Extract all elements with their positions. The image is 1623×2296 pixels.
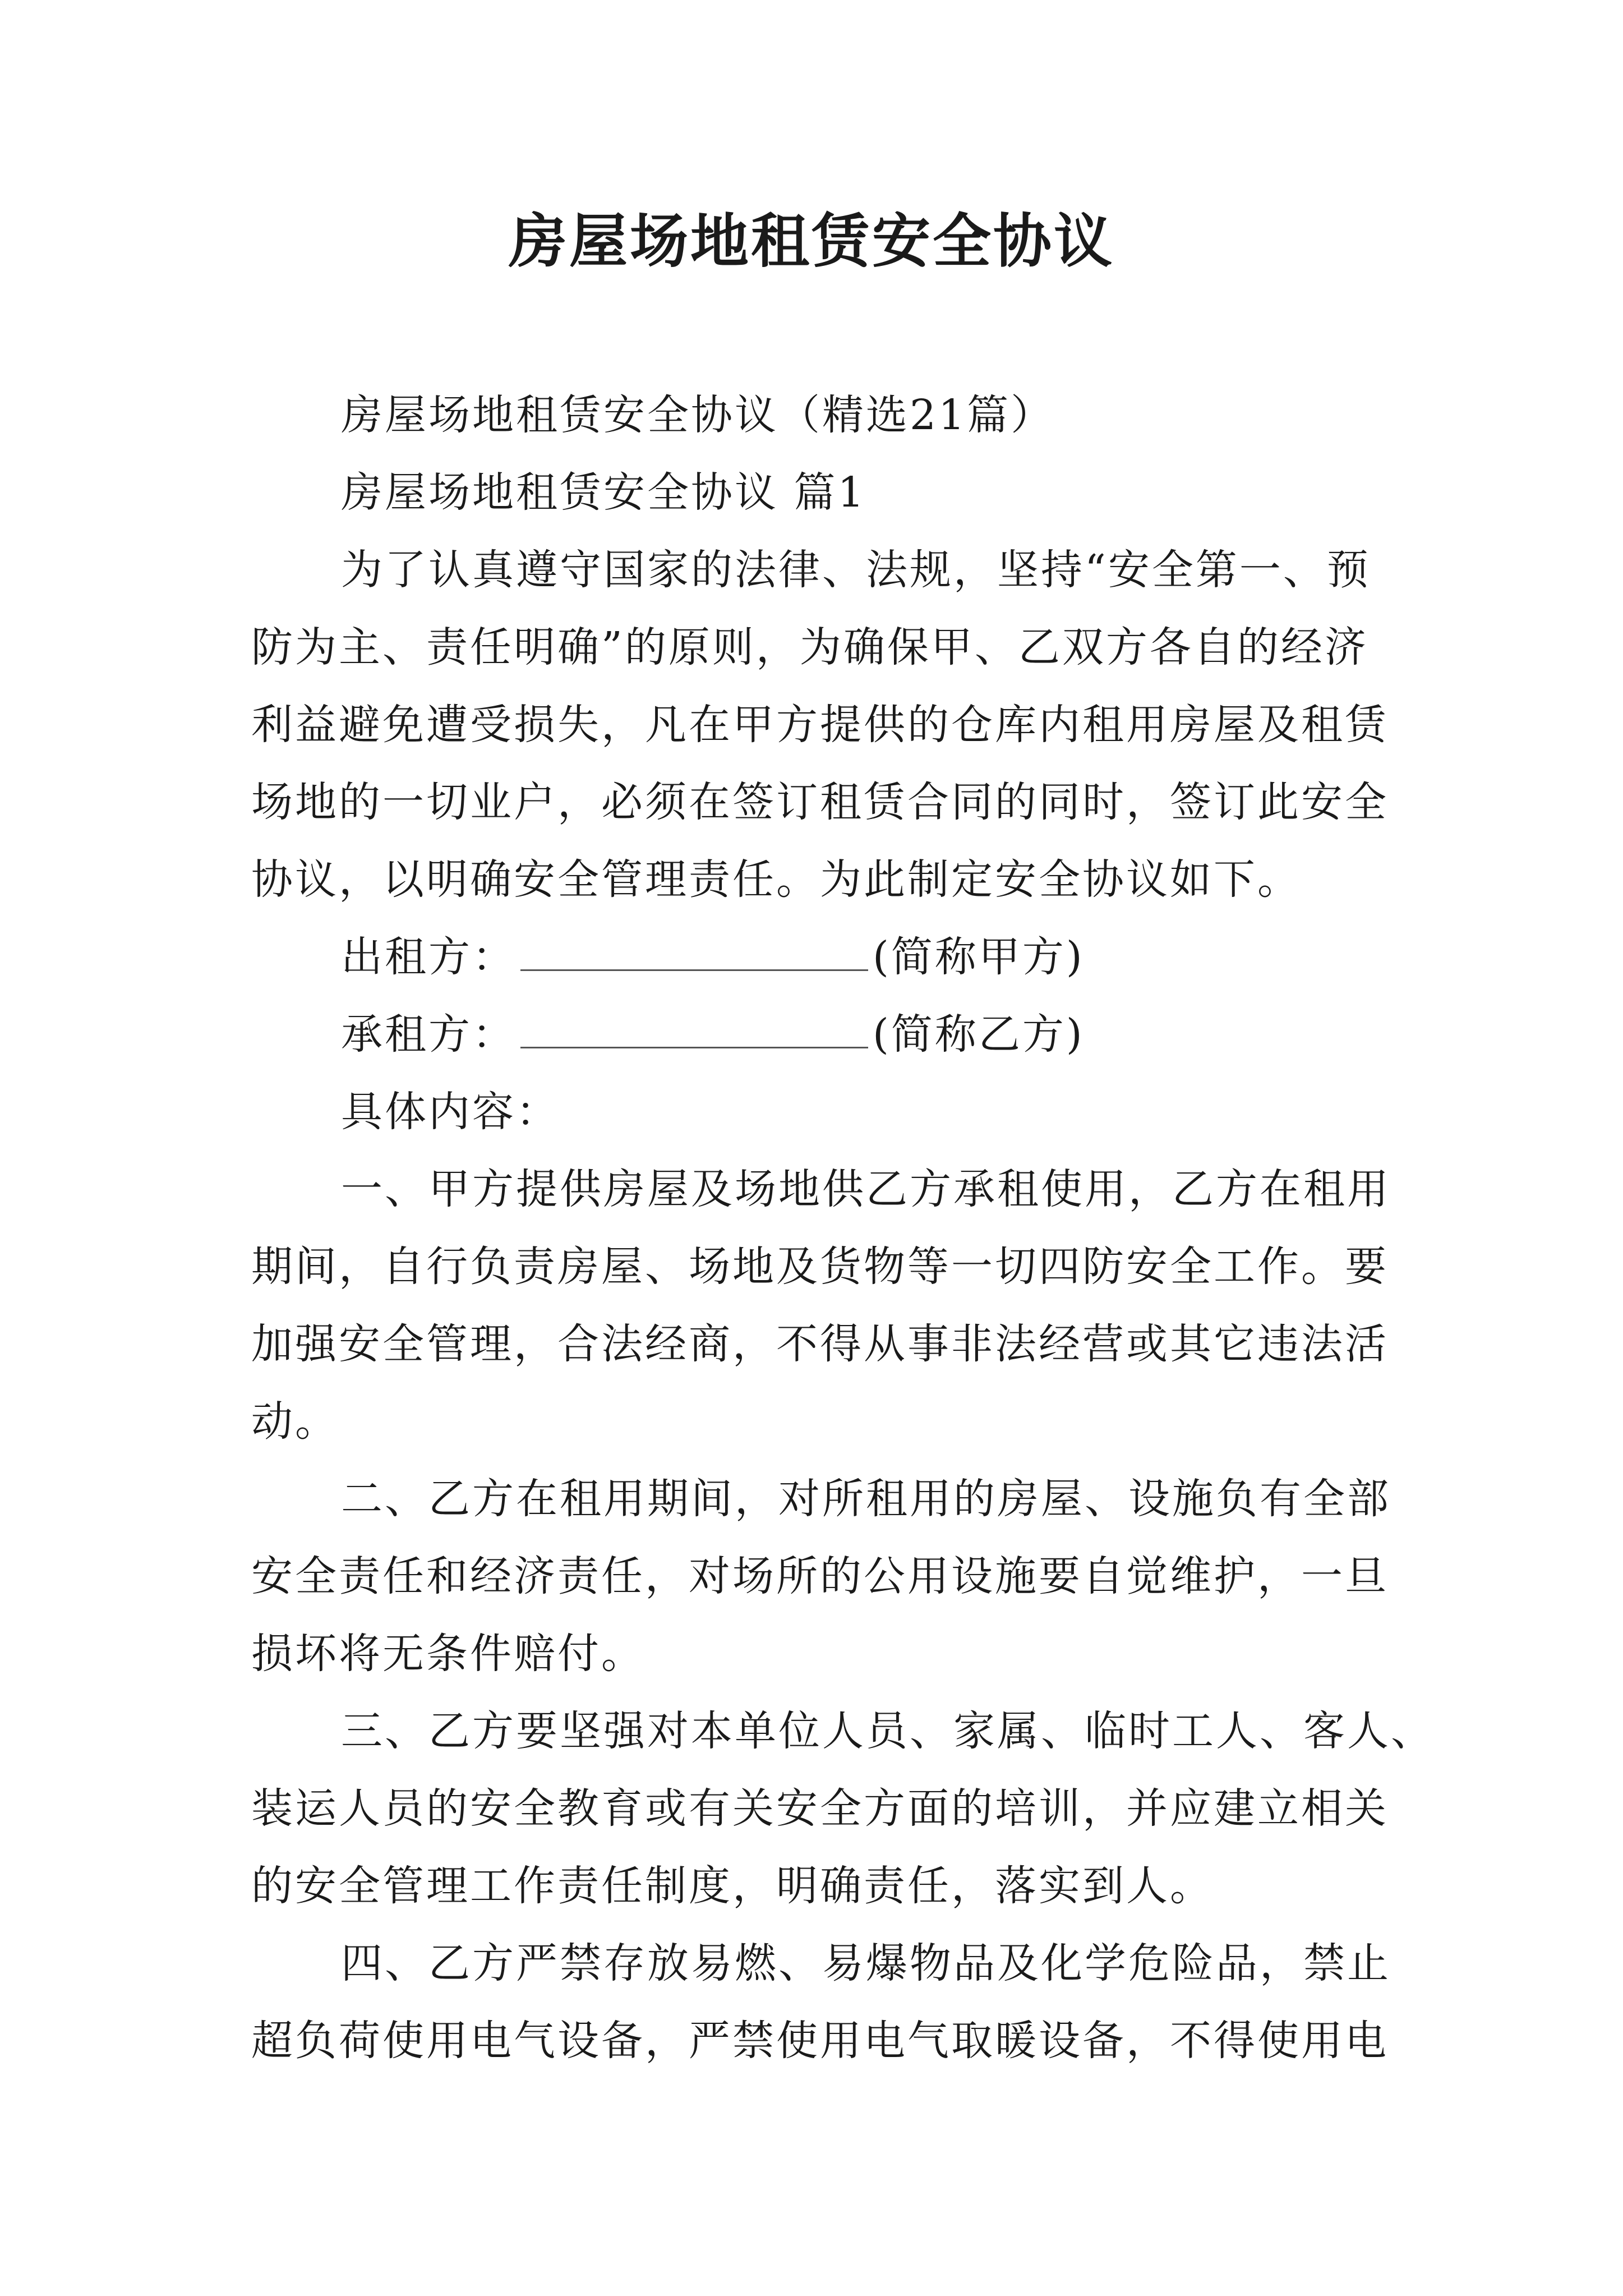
clause-3-line: 的安全管理工作责任制度，明确责任，落实到人。 bbox=[251, 1862, 1214, 1910]
lessee-label: 承租方： bbox=[341, 1010, 516, 1059]
intro-line: 利益避免遭受损失，凡在甲方提供的仓库内租用房屋及租赁 bbox=[251, 701, 1389, 749]
lessee-line bbox=[341, 1006, 1479, 1062]
lessee-blank[interactable] bbox=[520, 1007, 868, 1048]
clause-1-line: 加强安全管理，合法经商，不得从事非法经营或其它违法活 bbox=[251, 1320, 1389, 1368]
section-heading: 房屋场地租赁安全协议 篇1 bbox=[341, 468, 866, 517]
clause-2-line: 损坏将无条件赔付。 bbox=[251, 1630, 645, 1678]
lessor-label: 出租方： bbox=[341, 933, 516, 981]
lessor-suffix: (简称甲方) bbox=[873, 933, 1085, 981]
clause-1-line: 动。 bbox=[251, 1397, 339, 1446]
clause-1-line: 期间，自行负责房屋、场地及货物等一切四防安全工作。要 bbox=[251, 1243, 1389, 1291]
document-title: 房屋场地租赁安全协议 bbox=[508, 206, 1114, 275]
clause-3-line: 装运人员的安全教育或有关安全方面的培训，并应建立相关 bbox=[251, 1784, 1389, 1833]
clause-3-line: 三、乙方要坚强对本单位人员、家属、临时工人、客人、 bbox=[341, 1707, 1435, 1755]
intro-line: 防为主、责任明确”的原则，为确保甲、乙双方各自的经济 bbox=[251, 623, 1368, 671]
lessor-blank[interactable] bbox=[520, 930, 868, 971]
clause-2-line: 二、乙方在租用期间，对所租用的房屋、设施负有全部 bbox=[341, 1475, 1391, 1523]
document-subtitle: 房屋场地租赁安全协议（精选21篇） bbox=[341, 391, 1055, 439]
clause-1-line: 一、甲方提供房屋及场地供乙方承租使用，乙方在租用 bbox=[341, 1165, 1391, 1213]
clause-4-line: 四、乙方严禁存放易燃、易爆物品及化学危险品，禁止 bbox=[341, 1939, 1391, 1987]
intro-line: 协议，以明确安全管理责任。为此制定安全协议如下。 bbox=[251, 855, 1301, 904]
lessee-suffix: (简称乙方) bbox=[873, 1010, 1085, 1059]
intro-line: 场地的一切业户，必须在签订租赁合同的同时，签订此安全 bbox=[251, 778, 1389, 826]
intro-line: 为了认真遵守国家的法律、法规，坚持“安全第一、预 bbox=[341, 546, 1371, 594]
clause-2-line: 安全责任和经济责任，对场所的公用设施要自觉维护，一旦 bbox=[251, 1552, 1389, 1600]
content-label: 具体内容： bbox=[341, 1088, 560, 1136]
lessor-line bbox=[341, 929, 1479, 985]
clause-4-line: 超负荷使用电气设备，严禁使用电气取暖设备，不得使用电 bbox=[251, 2017, 1389, 2065]
